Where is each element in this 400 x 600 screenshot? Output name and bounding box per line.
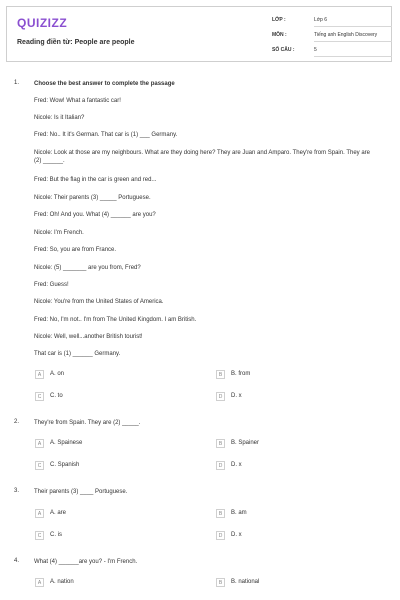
passage-line: Fred: No.. It it's German. That car is (1) ___ Germany. <box>34 132 178 138</box>
option-label: C. Spanish <box>50 462 80 468</box>
quizizz-logo: QUIZIZZ <box>17 16 68 30</box>
option-key: C <box>35 461 44 470</box>
meta-count-value: 5 <box>314 47 392 57</box>
option-key: C <box>35 392 44 401</box>
passage-line: Fred: Wow! What a fantastic car! <box>34 98 121 104</box>
option-key: B <box>216 370 225 379</box>
meta-count-label: SỐ CÂU : <box>272 47 295 53</box>
option-key: A <box>35 370 44 379</box>
option-key: A <box>35 439 44 448</box>
passage-line: That car is (1) ______ Germany. <box>34 351 121 357</box>
meta-class-value: Lớp 6 <box>314 17 392 27</box>
option-label: A. Spainese <box>50 440 83 446</box>
option-label: C. is <box>50 532 62 538</box>
option-key: C <box>35 531 44 540</box>
option-label: C. to <box>50 393 63 399</box>
question-number: 2. <box>14 419 20 425</box>
option-key: D <box>216 392 225 401</box>
passage-line: Nicole: Is it Italian? <box>34 115 85 121</box>
option-label: A. nation <box>50 579 74 585</box>
question-prompt: Choose the best answer to complete the passage <box>34 81 175 87</box>
option-label: A. are <box>50 510 67 516</box>
worksheet-title: Reading điền từ: People are people <box>17 39 135 46</box>
meta-subject-label: MÔN : <box>272 32 287 38</box>
option-label: A. on <box>50 371 65 377</box>
option-key: A <box>35 509 44 518</box>
option-label: B. national <box>231 579 260 585</box>
option-key: B <box>216 509 225 518</box>
option-label: B. am <box>231 510 247 516</box>
question-prompt: What (4) ______are you? - I'm French. <box>34 559 138 565</box>
passage-line: Nicole: Their parents (3) _____ Portuguese. <box>34 195 151 201</box>
passage-line: Nicole: (5) _______ are you from, Fred? <box>34 265 141 271</box>
passage-line: Fred: Guess! <box>34 282 69 288</box>
question-prompt: Their parents (3) ____ Portuguese. <box>34 489 128 495</box>
option-label: D. x <box>231 462 242 468</box>
option-label: D. x <box>231 532 242 538</box>
passage-line: Nicole: I'm French. <box>34 230 84 236</box>
passage-line: Fred: No, I'm not.. I'm from The United Kingdom. I am British. <box>34 317 197 323</box>
option-label: D. x <box>231 393 242 399</box>
meta-class-label: LỚP : <box>272 17 286 23</box>
passage-line: Nicole: Well, well...another British tourist! <box>34 334 143 340</box>
worksheet-header <box>6 6 392 62</box>
option-key: D <box>216 531 225 540</box>
question-number: 3. <box>14 488 20 494</box>
option-label: B. from <box>231 371 251 377</box>
passage-line: Nicole: Look at those are my neighbours. What are they doing here? They are Juan and Amparo. They're from Spain. They are (2) ______. <box>34 150 371 164</box>
passage-line: Fred: So, you are from France. <box>34 247 117 253</box>
question-prompt: They're from Spain. They are (2) _____. <box>34 420 141 426</box>
option-key: B <box>216 439 225 448</box>
passage-line: Fred: Oh! And you. What (4) ______ are you? <box>34 212 156 218</box>
question-number: 4. <box>14 558 20 564</box>
option-key: A <box>35 578 44 587</box>
question-number: 1. <box>14 80 20 86</box>
passage-line: Nicole: You're from the United States of America. <box>34 299 164 305</box>
option-key: B <box>216 578 225 587</box>
passage-line: Fred: But the flag in the car is green and red... <box>34 177 157 183</box>
option-label: B. Spainer <box>231 440 260 446</box>
option-key: D <box>216 461 225 470</box>
meta-subject-value: Tiếng anh English Discovery <box>314 32 392 42</box>
